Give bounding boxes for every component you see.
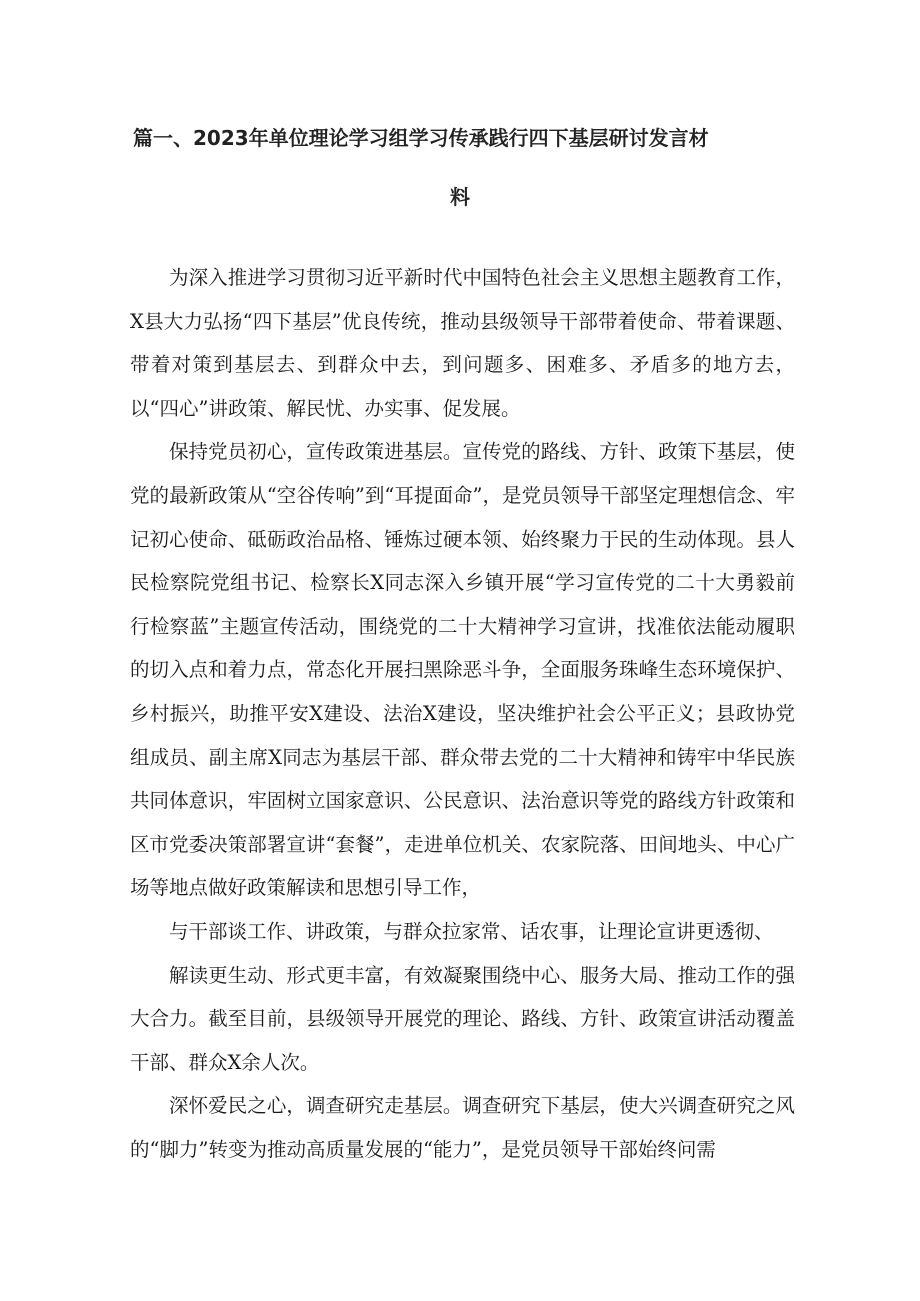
document-title-line-2: 料 — [450, 185, 470, 209]
paragraph-talk-with-cadres: 与干部谈工作、讲政策，与群众拉家常、话农事，让理论宣讲更透彻、 — [169, 919, 774, 943]
document-title-line-1: 篇一、2023年单位理论学习组学习传承践行四下基层研讨发言材 — [133, 126, 709, 150]
paragraph-policy-publicity: 保持党员初心，宣传政策进基层。宣传党的路线、方针、政策下基层，使党的最新政策从“空谷传响”到“耳提面命”，是党员领导干部坚定理想信念、牢记初心使命、砥砺政治品格、锤炼过硬本领、始终聚力于民的生动体现。县人民检察院党组书记、检察长X同志深入乡镇开展“学习宣传党的二十大勇毅前行检察蓝”主题宣传活动，围绕党的二十大精神学习宣讲，找准依法能动履职的切入点和着力点，常态化开展扫黑除恶斗争，全面服务珠峰生态环境保护、乡村振兴，助推平安X建设、法治X建设，坚决维护社会公平正义；县政协党组成员、副主席X同志为基层干部、群众带去党的二十大精神和铸牢中华民族共同体意识，牢固树立国家意识、公民意识、法治意识等党的路线方针政策和区市党委决策部署宣讲“套餐”，走进单位机关、农家院落、田间地头、中心广场等地点做好政策解读和思想引导工作， — [130, 440, 795, 900]
paragraph-intro: 为深入推进学习贯彻习近平新时代中国特色社会主义思想主题教育工作，X县大力弘扬“四下基层”优良传统，推动县级领导干部带着使命、带着课题、带着对策到基层去、到群众中去，到问题多、困难多、矛盾多的地方去，以“四心”讲政策、解民忧、办实事、促发展。 — [130, 266, 795, 420]
paragraph-research: 深怀爱民之心，调查研究走基层。调查研究下基层，使大兴调查研究之风的“脚力”转变为推动高质量发展的“能力”，是党员领导干部始终问需 — [130, 1094, 795, 1161]
paragraph-interpretation: 解读更生动、形式更丰富，有效凝聚围绕中心、服务大局、推动工作的强大合力。截至目前，县级领导开展党的理论、路线、方针、政策宣讲活动覆盖干部、群众X余人次。 — [130, 963, 795, 1074]
document-body — [130, 256, 795, 1171]
